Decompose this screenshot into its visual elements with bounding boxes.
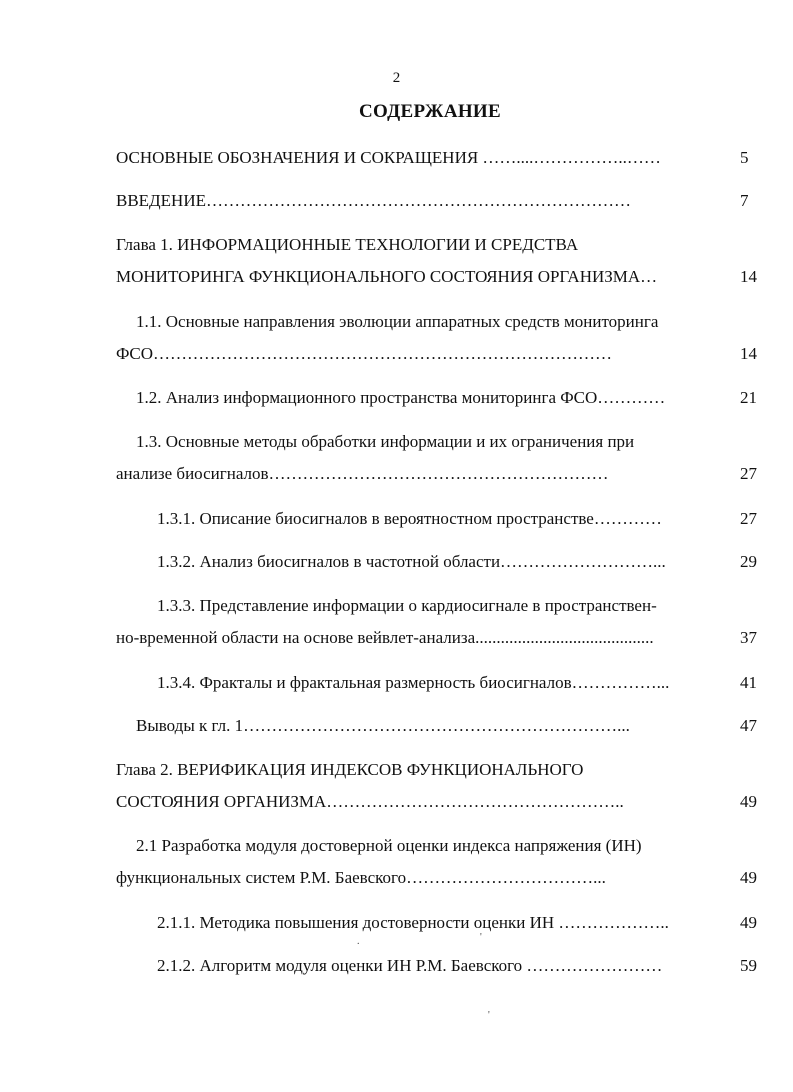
toc-entry-text: 2.1.1. Методика повышения достоверности оценки ИН ……………….. [157,913,669,932]
toc-entry-text: анализе биосигналов…………………………………………………… [116,464,609,483]
toc-entry [0,911,793,935]
toc-entry-text: 1.3.4. Фракталы и фрактальная размерность биосигналов……………... [157,673,670,692]
toc-entry-text: функциональных систем Р.М. Баевского……………………………... [116,868,606,887]
toc-entry-text: 1.3.2. Анализ биосигналов в частотной области………………………... [157,552,666,571]
toc-entry-text: ВВЕДЕНИЕ………………………………………………………………… [116,191,631,210]
toc-entry-text: СОСТОЯНИЯ ОРГАНИЗМА…………………………………………….. [116,792,624,811]
toc-entry [0,386,793,410]
toc-entry-text: 1.1. Основные направления эволюции аппаратных средств мониторинга [136,312,659,331]
toc-entry-text: 2.1.2. Алгоритм модуля оценки ИН Р.М. Баевского …………………… [157,956,663,975]
page-number: 2 [392,70,401,86]
toc-entry [0,462,793,486]
toc-entry-text: 1.2. Анализ информационного пространства мониторинга ФСО………… [136,388,666,407]
toc-entry-text: ФСО……………………………………………………………………… [116,344,613,363]
toc-entry-text: Глава 1. ИНФОРМАЦИОННЫЕ ТЕХНОЛОГИИ И СРЕДСТВА [116,235,579,254]
toc-entry-text: Выводы к гл. 1…………………………………………………………... [136,716,630,735]
toc-entry-page: 49 [740,792,757,811]
toc-entry-page: 41 [740,673,757,692]
toc-entry [0,189,793,213]
toc-entry-page: 49 [740,868,757,887]
toc-entry [0,233,793,257]
toc-entry-page: 14 [740,344,757,363]
toc-entry-text: МОНИТОРИНГА ФУНКЦИОНАЛЬНОГО СОСТОЯНИЯ ОРГАНИЗМА… [116,267,658,286]
toc-entry-page: 27 [740,464,757,483]
toc-entry-page: 49 [740,913,757,932]
toc-entry [0,265,793,289]
toc-entry-page: 21 [740,388,757,407]
page-title: СОДЕРЖАНИЕ [359,101,501,122]
toc-entry-page: 27 [740,509,757,528]
toc-entry [0,146,793,170]
toc-entry [0,834,793,858]
toc-entry [0,714,793,738]
toc-entry-page: 37 [740,628,757,647]
toc-entry-text: 2.1 Разработка модуля достоверной оценки индекса напряжения (ИН) [136,836,642,855]
scan-speck: ' [480,932,482,943]
toc-entry [0,790,793,814]
toc-entry [0,671,793,695]
toc-entry-page: 47 [740,716,757,735]
toc-entry [0,310,793,334]
toc-entry-page: 7 [740,191,749,210]
toc-entry-text: 1.3. Основные методы обработки информации и их ограничения при [136,432,635,451]
toc-entry [0,866,793,890]
toc-entry [0,594,793,618]
scan-speck: . [357,936,360,947]
toc-entry [0,507,793,531]
toc-entry-page: 5 [740,148,749,167]
toc-entry [0,550,793,574]
toc-entry-text: но-временной области на основе вейвлет-анализа.......................................... [116,628,654,647]
toc-entry-text: ОСНОВНЫЕ ОБОЗНАЧЕНИЯ И СОКРАЩЕНИЯ ……....……………..…… [116,148,661,167]
toc-entry [0,626,793,650]
toc-entry-text: 1.3.1. Описание биосигналов в вероятностном пространстве………… [157,509,662,528]
toc-entry-page: 14 [740,267,757,286]
toc-entry-page: 29 [740,552,757,571]
toc-entry [0,758,793,782]
toc-entry [0,954,793,978]
toc-entry [0,430,793,454]
toc-entry-page: 59 [740,956,757,975]
toc-entry [0,342,793,366]
scan-speck: ' [488,1010,490,1021]
toc-entry-text: 1.3.3. Представление информации о кардиосигнале в пространствен- [157,596,657,615]
toc-entry-text: Глава 2. ВЕРИФИКАЦИЯ ИНДЕКСОВ ФУНКЦИОНАЛЬНОГО [116,760,584,779]
